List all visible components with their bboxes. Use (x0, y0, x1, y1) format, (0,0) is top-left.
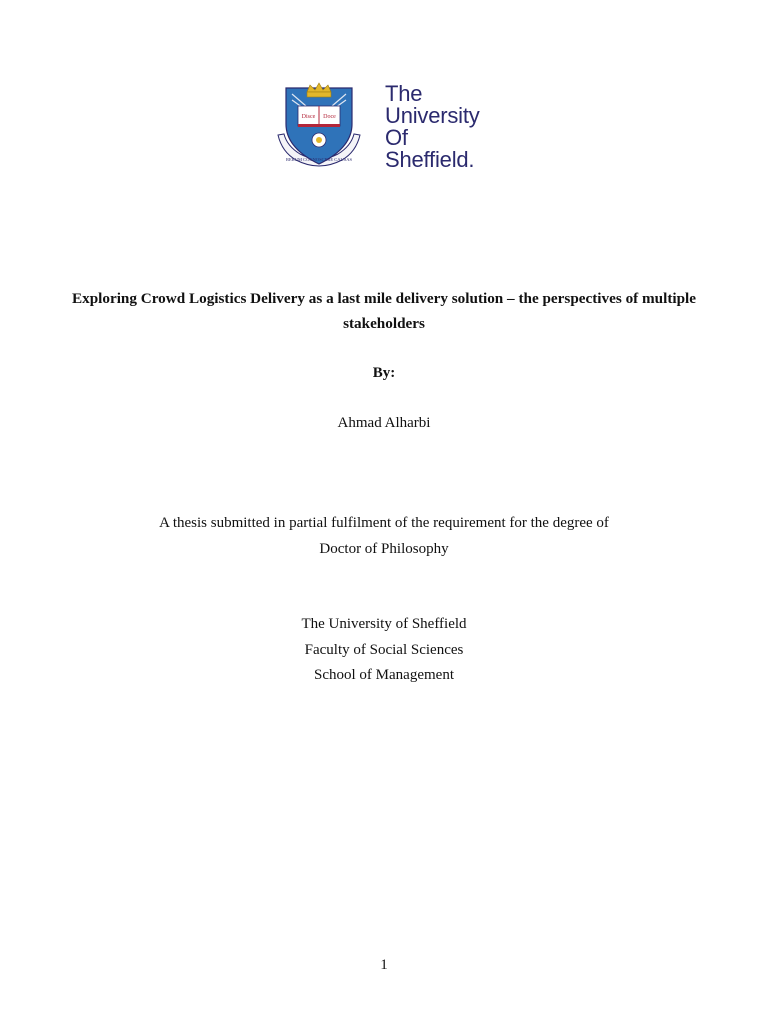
university-logo (232, 80, 537, 180)
author-name: Ahmad Alharbi (337, 415, 431, 431)
degree-name: Doctor of Philosophy (319, 541, 449, 557)
wordmark-line-2: University (385, 103, 480, 128)
university-wordmark (385, 83, 480, 171)
wordmark-line-4: Sheffield. (385, 147, 475, 172)
by-label: By: (372, 365, 396, 381)
book-text-right: Doce (323, 114, 336, 120)
thesis-statement: A thesis submitted in partial fulfilment of the requirement for the degree of (159, 515, 609, 531)
thesis-title: Exploring Crowd Logistics Delivery as a last mile delivery solution – the perspectives of multiple stakeholders (71, 290, 697, 332)
university-crest-icon (274, 80, 364, 172)
wordmark-line-1: The (385, 81, 423, 106)
motto-text: RERUM COGNOSCERE CAUSAS (285, 157, 353, 162)
university-name: The University of Sheffield (301, 616, 467, 632)
faculty-name: Faculty of Social Sciences (304, 642, 464, 658)
wordmark-line-3: Of (385, 125, 408, 150)
book-text-left: Disce (301, 114, 316, 120)
page-number: 1 (380, 957, 388, 973)
school-name: School of Management (314, 667, 454, 683)
